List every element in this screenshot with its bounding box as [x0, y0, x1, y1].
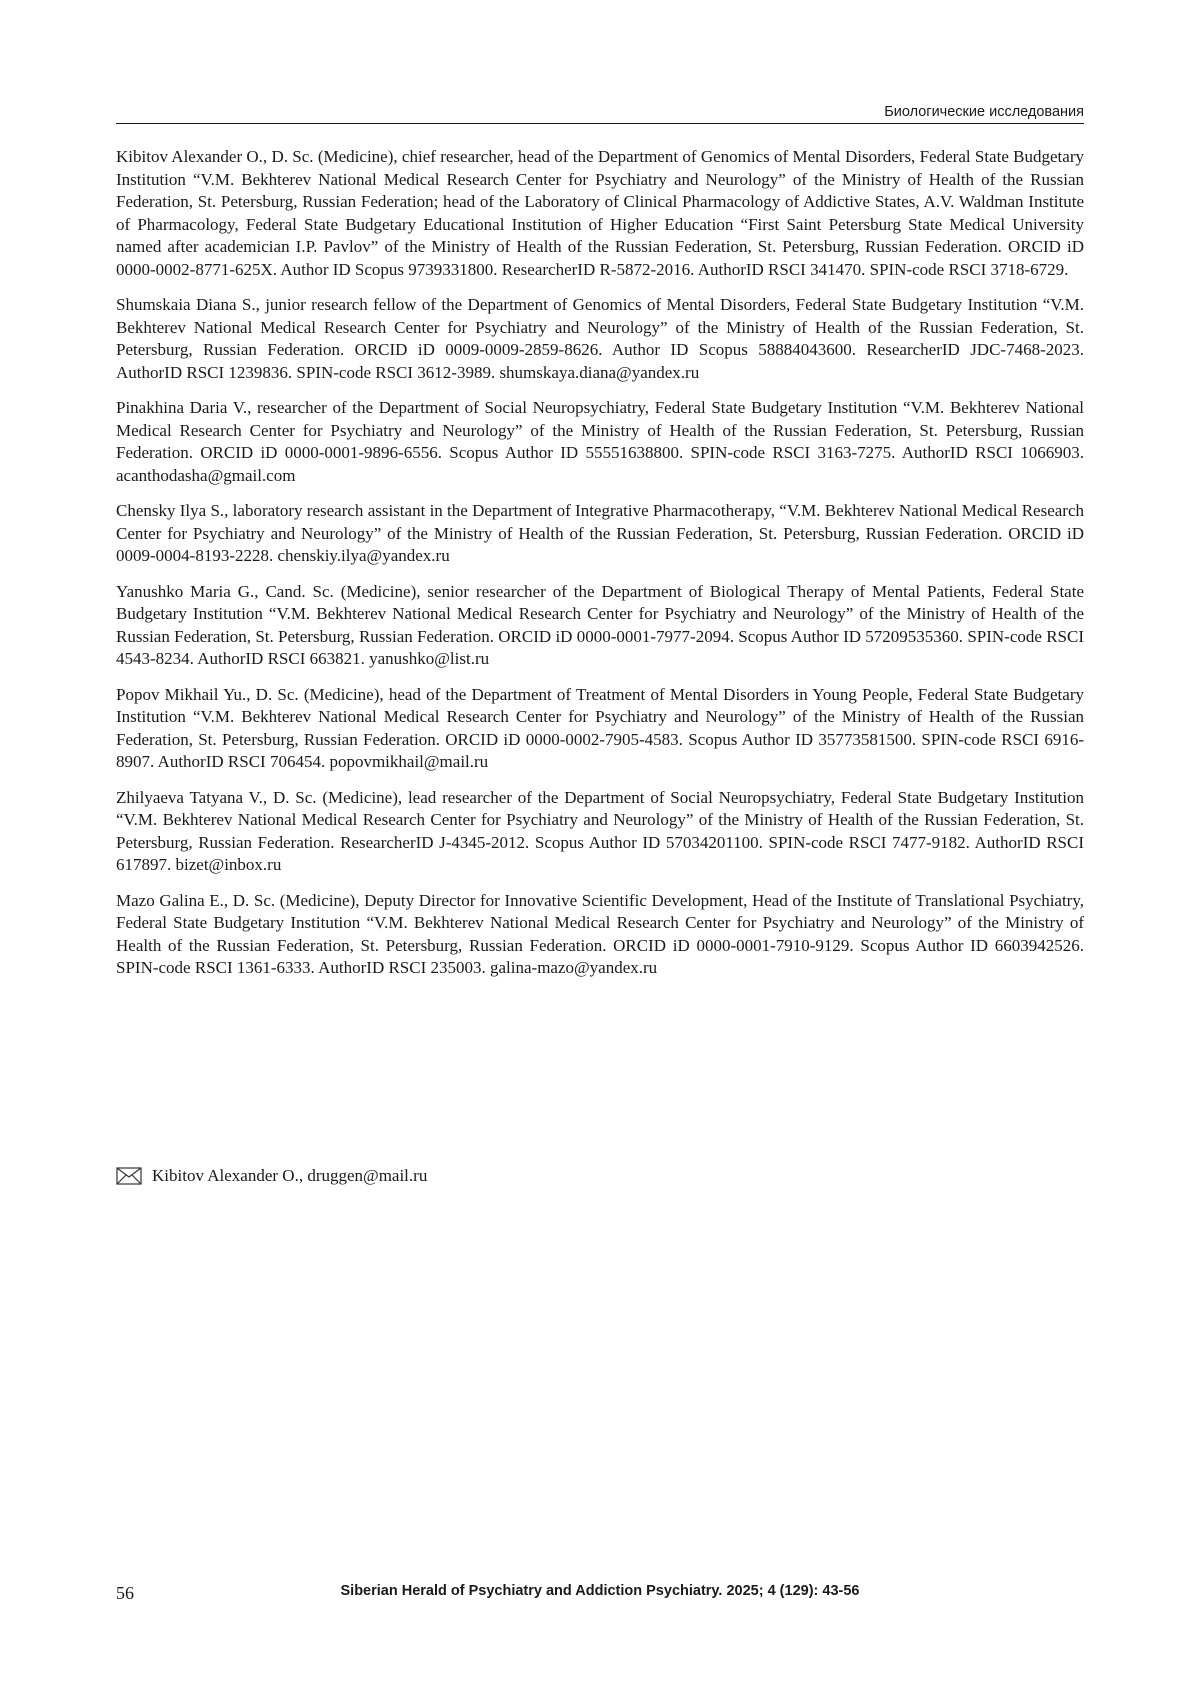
author-bio-shumskaia: Shumskaia Diana S., junior research fellow of the Department of Genomics of Mental Disorders, Federal State Budgetary Institution “V.M. Bekhterev National Medical Research Center for Psychiatry and Neurology” of the Ministry of Health of the Russian Federation, St. Petersburg, Russian Federation. ORCID iD 0009-0009-2859-8626. Author ID Scopus 58884043600. ResearcherID JDC-7468-2023. AuthorID RSCI 1239836. SPIN-code RSCI 3612-3989. shumskaya.diana@yandex.ru: [116, 295, 1084, 382]
author-bio-chensky: Chensky Ilya S., laboratory research assistant in the Department of Integrative Pharmacotherapy, “V.M. Bekhterev National Medical Research Center for Psychiatry and Neurology” of the Ministry of Health of the Russian Federation, St. Petersburg, Russian Federation. ORCID iD 0009-0004-8193-2228. chenskiy.ilya@yandex.ru: [116, 501, 1084, 565]
author-bio-pinakhina: Pinakhina Daria V., researcher of the Department of Social Neuropsychiatry, Federal State Budgetary Institution “V.M. Bekhterev National Medical Research Center for Psychiatry and Neurology” of the Ministry of Health of the Russian Federation, St. Petersburg, Russian Federation. ORCID iD 0000-0001-9896-6556. Scopus Author ID 55551638800. SPIN-code RSCI 3163-7275. AuthorID RSCI 1066903. acanthodasha@gmail.com: [116, 398, 1084, 485]
author-bio-yanushko: Yanushko Maria G., Cand. Sc. (Medicine), senior researcher of the Department of Biological Therapy of Mental Patients, Federal State Budgetary Institution “V.M. Bekhterev National Medical Research Center for Psychiatry and Neurology” of the Ministry of Health of the Russian Federation, St. Petersburg, Russian Federation. ORCID iD 0000-0001-7977-2094. Scopus Author ID 57209535360. SPIN-code RSCI 4543-8234. AuthorID RSCI 663821. yanushko@list.ru: [116, 581, 1084, 668]
journal-reference: Siberian Herald of Psychiatry and Addiction Psychiatry. 2025; 4 (129): 43-56: [340, 1583, 860, 1599]
page-footer: [116, 1583, 1084, 1607]
running-head-section-title: Биологические исследования: [116, 104, 1084, 124]
correspondence-line: [116, 1165, 427, 1187]
author-information-list: [116, 146, 1084, 993]
author-bio-mazo: Mazo Galina E., D. Sc. (Medicine), Deputy Director for Innovative Scientific Development, Head of the Institute of Translational Psychiatry, Federal State Budgetary Institution “V.M. Bekhterev National Medical Research Center for Psychiatry and Neurology” of the Ministry of Health of the Russian Federation, St. Petersburg, Russian Federation. ORCID iD 0000-0001-7910-9129. Scopus Author ID 6603942526. SPIN-code RSCI 1361-6333. AuthorID RSCI 235003. galina-mazo@yandex.ru: [116, 890, 1084, 977]
author-bio-kibitov: Kibitov Alexander O., D. Sc. (Medicine), chief researcher, head of the Department of Genomics of Mental Disorders, Federal State Budgetary Institution “V.M. Bekhterev National Medical Research Center for Psychiatry and Neurology” of the Ministry of Health of the Russian Federation, St. Petersburg, Russian Federation; head of the Laboratory of Clinical Pharmacology of Addictive States, A.V. Waldman Institute of Pharmacology, Federal State Budgetary Educational Institution of Higher Education “First Saint Petersburg State Medical University named after academician I.P. Pavlov” of the Ministry of Health of the Russian Federation, St. Petersburg, Russian Federation. ORCID iD 0000-0002-8771-625X. Author ID Scopus 9739331800. ResearcherID R-5872-2016. AuthorID RSCI 341470. SPIN-code RSCI 3718-6729.: [116, 147, 1084, 279]
envelope-icon: [116, 1167, 142, 1185]
page-number: 56: [116, 1583, 134, 1603]
author-bio-zhilyaeva: Zhilyaeva Tatyana V., D. Sc. (Medicine), lead researcher of the Department of Social Neuropsychiatry, Federal State Budgetary Institution “V.M. Bekhterev National Medical Research Center for Psychiatry and Neurology” of the Ministry of Health of the Russian Federation, St. Petersburg, Russian Federation. ResearcherID J-4345-2012. Scopus Author ID 57034201100. SPIN-code RSCI 7477-9182. AuthorID RSCI 617897. bizet@inbox.ru: [116, 787, 1084, 874]
author-bio-popov: Popov Mikhail Yu., D. Sc. (Medicine), head of the Department of Treatment of Mental Disorders in Young People, Federal State Budgetary Institution “V.M. Bekhterev National Medical Research Center for Psychiatry and Neurology” of the Ministry of Health of the Russian Federation, St. Petersburg, Russian Federation. ORCID iD 0000-0002-7905-4583. Scopus Author ID 35773581500. SPIN-code RSCI 6916-8907. AuthorID RSCI 706454. popovmikhail@mail.ru: [116, 684, 1084, 771]
correspondence-author-text: Kibitov Alexander O., druggen@mail.ru: [152, 1166, 428, 1185]
